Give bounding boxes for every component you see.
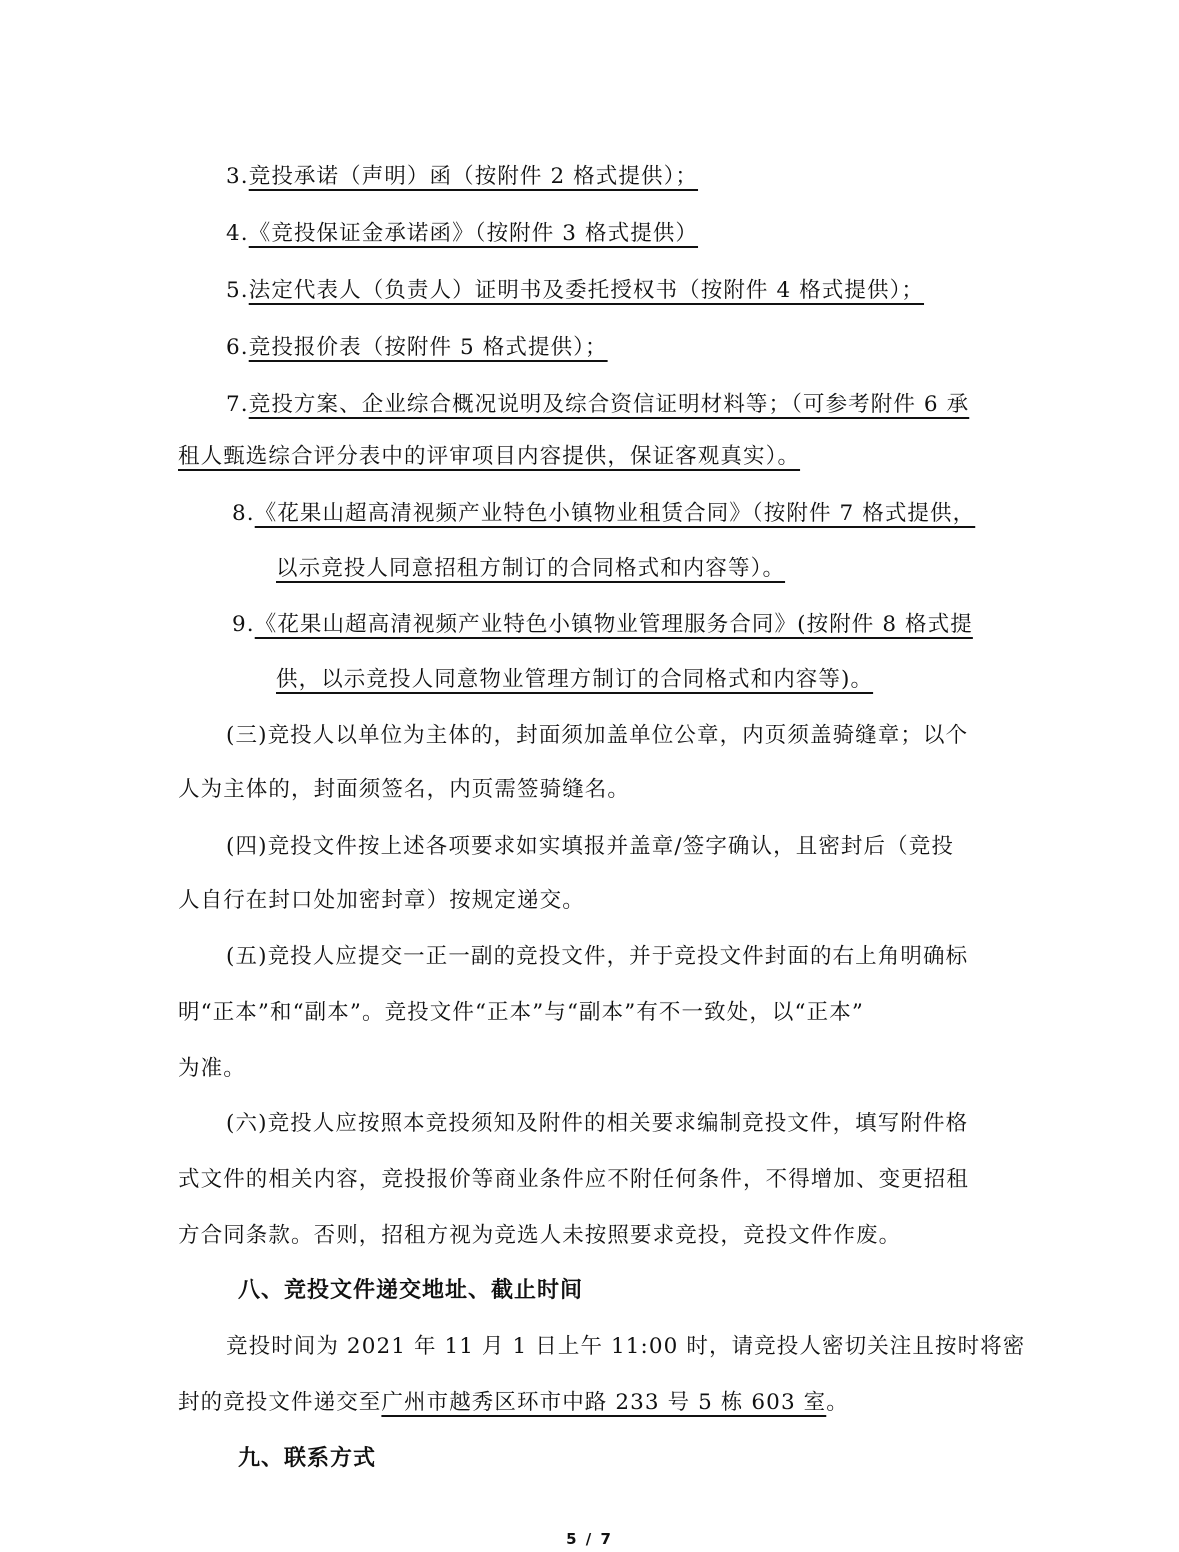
item-number: 8. [232,501,255,526]
list-item-3 [226,163,698,191]
section-8-heading: 八、竞投文件递交地址、截止时间 [238,1278,584,1303]
list-item-4 [226,220,698,248]
paragraph-5-line-2: 明“正本”和“副本”。竞投文件“正本”与“副本”有不一致处，以“正本” [178,1000,864,1025]
paragraph-6-line-2: 式文件的相关内容，竞投报价等商业条件应不附任何条件，不得增加、变更招租 [178,1167,970,1192]
paragraph-6-line-3: 方合同条款。否则，招租方视为竞选人未按照要求竞投，竞投文件作废。 [178,1223,902,1248]
section-8-line-1: 竞投时间为 2021 年 11 月 1 日上午 11:00 时，请竞投人密切关注且按时将密 [226,1334,1026,1359]
item-text-line-1: 竞投方案、企业综合概况说明及综合资信证明材料等；（可参考附件 6 承 [248,392,970,417]
section-8-line-2 [178,1389,849,1417]
item-text-line-2: 以示竞投人同意招租方制订的合同格式和内容等）。 [276,556,786,581]
page-number: 5 / 7 [566,1530,613,1548]
paragraph-3-line-1: (三)竞投人以单位为主体的，封面须加盖单位公章，内页须盖骑缝章；以个 [226,723,969,748]
list-item-8 [232,500,975,528]
list-item-5 [226,277,924,305]
item-text-line-1: 《花果山超高清视频产业特色小镇物业租赁合同》（按附件 7 格式提供， [254,501,976,526]
item-text: 竞投承诺（声明）函（按附件 2 格式提供）； [248,164,699,189]
list-item-8-continuation [276,555,785,583]
item-text-line-1: 《花果山超高清视频产业特色小镇物业管理服务合同》(按附件 8 格式提 [254,612,973,637]
item-number: 7. [226,392,249,417]
paragraph-6-line-1: (六)竞投人应按照本竞投须知及附件的相关要求编制竞投文件，填写附件格 [226,1111,969,1136]
paragraph-5-line-3: 为准。 [178,1056,246,1081]
list-item-9-continuation [276,666,873,694]
item-text: 法定代表人（负责人）证明书及委托授权书（按附件 4 格式提供）； [248,278,925,303]
item-text: 竞投报价表（按附件 5 格式提供）； [248,335,608,360]
item-number: 6. [226,335,249,360]
list-item-6 [226,334,608,362]
paragraph-4-line-1: (四)竞投文件按上述各项要求如实填报并盖章/签字确认，且密封后（竞投 [226,834,954,859]
item-text-line-2: 供，以示竞投人同意物业管理方制订的合同格式和内容等)。 [276,667,874,692]
paragraph-5-line-1: (五)竞投人应提交一正一副的竞投文件，并于竞投文件封面的右上角明确标 [226,944,969,969]
list-item-7 [226,391,969,419]
list-item-7-continuation [178,443,800,471]
item-number: 3. [226,164,249,189]
item-number: 9. [232,612,255,637]
paragraph-4-line-2: 人自行在封口处加密封章）按规定递交。 [178,888,585,913]
submission-address: 广州市越秀区环市中路 233 号 5 栋 603 室 [381,1390,827,1415]
section-8-prefix: 封的竞投文件递交至 [178,1390,382,1415]
list-item-9 [232,611,973,639]
section-9-heading: 九、联系方式 [238,1446,377,1471]
item-number: 5. [226,278,249,303]
section-8-suffix: 。 [826,1390,849,1415]
item-text-line-2: 租人甄选综合评分表中的评审项目内容提供，保证客观真实）。 [178,444,801,469]
item-number: 4. [226,221,249,246]
item-text: 《竞投保证金承诺函》（按附件 3 格式提供） [248,221,699,246]
paragraph-3-line-2: 人为主体的，封面须签名，内页需签骑缝名。 [178,777,631,802]
